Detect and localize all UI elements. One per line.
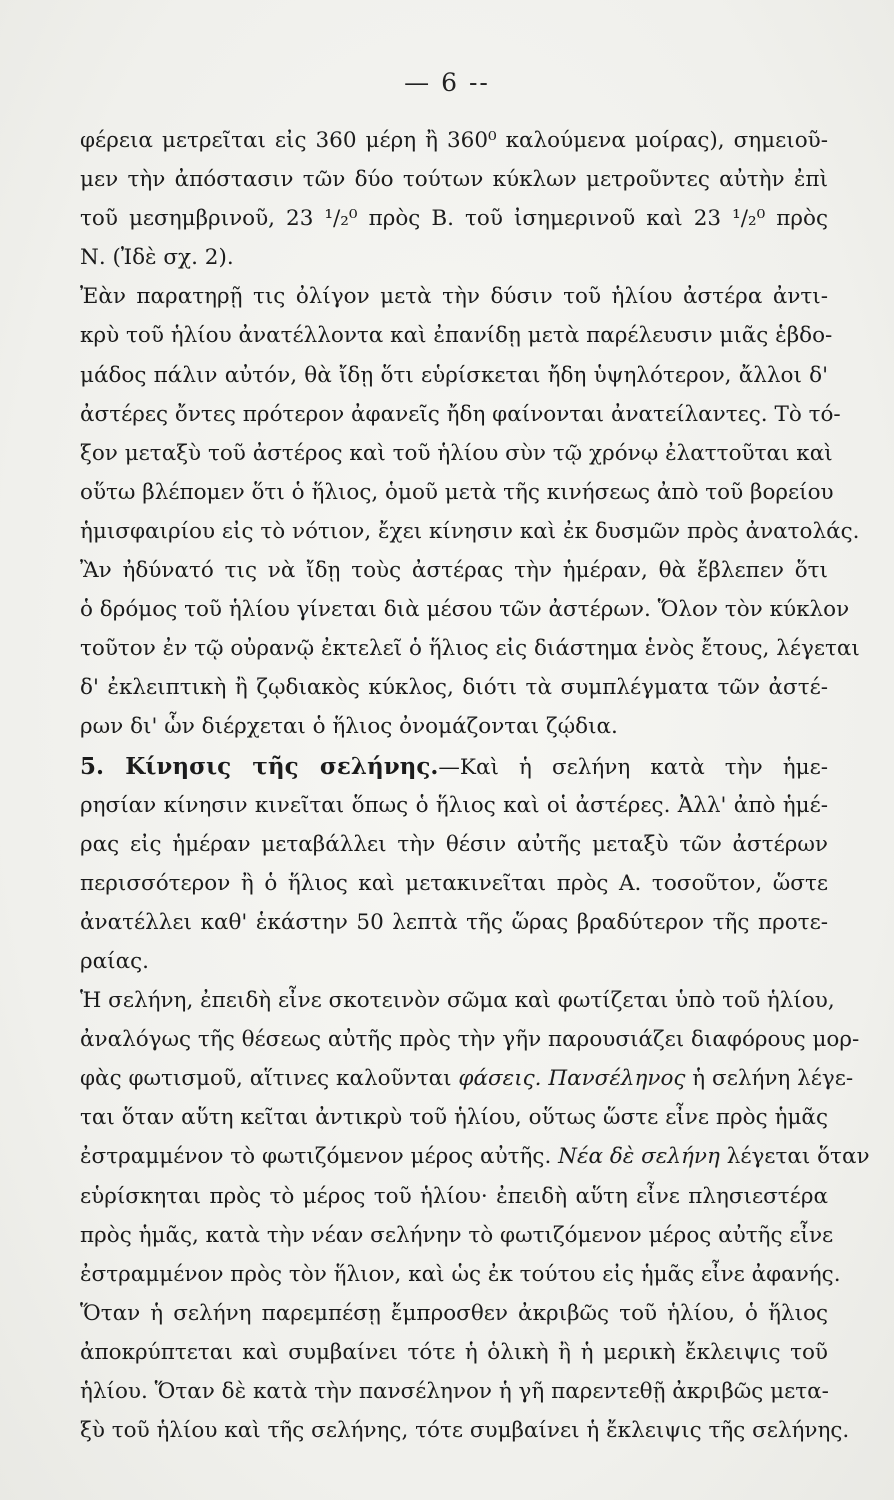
text-line <box>80 160 828 199</box>
line-text: Ὅταν ἡ σελήνη παρεμπέσῃ ἔμπροσθεν ἀκριβῶς τοῦ ἡλίου, ὁ ἥλιος <box>80 1300 828 1326</box>
section-heading: 5. Κίνησις τῆς σελήνης. <box>80 752 439 780</box>
line-text: φὰς φωτισμοῦ, αἵτινες καλοῦνται <box>80 1066 452 1092</box>
line-text: ραίας. <box>80 948 149 974</box>
text-line <box>80 277 828 316</box>
text-line <box>80 1177 828 1216</box>
line-text: ἀνατέλλει καθ' ἑκάστην 50 λεπτὰ τῆς ὥρας βραδύτερον τῆς προτε- <box>80 909 828 935</box>
line-text: τοῦ μεσημβρινοῦ, 23 ¹/₂⁰ πρὸς Β. τοῦ ἰσημερινοῦ καὶ 23 ¹/₂⁰ πρὸς <box>80 206 828 232</box>
line-text: ἐστραμμένον πρὸς τὸν ἥλιον, καὶ ὡς ἐκ τούτου εἰς ἡμᾶς εἶνε ἀφανής. <box>80 1261 841 1287</box>
text-line <box>80 1411 850 1450</box>
text-line <box>80 864 828 903</box>
text-line <box>80 551 828 590</box>
italic-term: φάσεις. <box>458 1066 542 1092</box>
text-line <box>80 121 828 160</box>
line-text: πρὸς ἡμᾶς, κατὰ τὴν νέαν σελήνην τὸ φωτιζόμενον μέρος αὐτῆς εἶνε <box>80 1222 834 1248</box>
line-text: ξον μεταξὺ τοῦ ἀστέρος καὶ τοῦ ἡλίου σὺν τῷ χρόνῳ ἐλαττοῦται καὶ <box>80 440 833 466</box>
line-text: μάδος πάλιν αὐτόν, θὰ ἴδῃ ὅτι εὑρίσκεται ἤδη ὑψηλότερον, ἄλλοι δ' <box>80 362 828 388</box>
body-text <box>80 121 870 1450</box>
line-text: ρων δι' ὧν διέρχεται ὁ ἥλιος ὀνομάζονται ζῴδια. <box>80 714 618 740</box>
text-line <box>80 1059 854 1098</box>
text-line <box>80 981 835 1020</box>
line-text: ἀστέρες ὄντες πρότερον ἀφανεῖς ἤδη φαίνονται ἀνατείλαντες. Τὸ τό- <box>80 401 841 427</box>
line-text: ἀναλόγως τῆς θέσεως αὐτῆς πρὸς τὴν γῆν παρουσιάζει διαφόρους μορ- <box>80 1027 860 1053</box>
text-line <box>80 903 828 942</box>
line-text: Ἂν ἠδύνατό τις νὰ ἴδῃ τοὺς ἀστέρας τὴν ἡμέραν, θὰ ἔβλεπεν ὅτι <box>80 558 828 584</box>
text-line <box>80 316 833 355</box>
line-text: ται ὅταν αὕτη κεῖται ἀντικρὺ τοῦ ἡλίου, οὕτως ὥστε εἶνε πρὸς ἡμᾶς <box>80 1105 828 1131</box>
text-line <box>80 825 828 864</box>
line-text: φέρεια μετρεῖται εἰς 360 μέρη ἢ 360⁰ καλούμενα μοίρας), σημειοῦ- <box>80 128 828 153</box>
text-line <box>80 434 833 473</box>
text-line <box>80 786 828 825</box>
line-text: ξὺ τοῦ ἡλίου καὶ τῆς σελήνης, τότε συμβαίνει ἡ ἔκλειψις τῆς σελήνης. <box>80 1418 850 1444</box>
text-line <box>80 668 828 707</box>
text-line <box>80 590 850 629</box>
text-line <box>80 1255 841 1294</box>
text-line <box>80 473 834 512</box>
line-text: ρας εἰς ἡμέραν μεταβάλλει τὴν θέσιν αὐτῆς μεταξὺ τῶν ἀστέρων <box>80 831 828 857</box>
text-line <box>80 395 841 434</box>
line-text: ἀποκρύπτεται καὶ συμβαίνει τότε ἡ ὁλικὴ ἢ ἡ μερικὴ ἔκλειψις τοῦ <box>80 1339 828 1365</box>
text-line <box>80 1098 828 1137</box>
line-text: Ἡ σελήνη, ἐπειδὴ εἶνε σκοτεινὸν σῶμα καὶ φωτίζεται ὑπὸ τοῦ ἡλίου, <box>80 988 835 1014</box>
text-line <box>80 942 828 981</box>
text-line <box>80 1137 870 1176</box>
text-line <box>80 199 828 238</box>
text-line <box>80 629 860 668</box>
line-text: δ' ἐκλειπτικὴ ἢ ζῳδιακὸς κύκλος, διότι τὰ συμπλέγματα τῶν ἀστέ- <box>80 675 828 701</box>
text-line <box>80 1372 828 1411</box>
line-text: ρησίαν κίνησιν κινεῖται ὅπως ὁ ἥλιος καὶ οἱ ἀστέρες. Ἀλλ' ἀπὸ ἡμέ- <box>80 792 828 818</box>
line-text: μεν τὴν ἀπόστασιν τῶν δύο τούτων κύκλων μετροῦντες αὐτὴν ἐπὶ <box>80 167 828 193</box>
line-text: Ἐὰν παρατηρῇ τις ὀλίγον μετὰ τὴν δύσιν τοῦ ἡλίου ἀστέρα ἀντι- <box>80 284 828 310</box>
text-line <box>80 356 828 395</box>
line-text: ἡλίου. Ὅταν δὲ κατὰ τὴν πανσέληνον ἡ γῆ παρεντεθῇ ἀκριβῶς μετα- <box>80 1379 829 1404</box>
line-text: οὕτω βλέπομεν ὅτι ὁ ἥλιος, ὁμοῦ μετὰ τῆς κινήσεως ἀπὸ τοῦ βορείου <box>80 479 834 505</box>
text-line <box>80 707 828 746</box>
line-tail: Πανσέληνος ἡ σελήνη λέγε- <box>548 1066 854 1092</box>
line-text: εὑρίσκηται πρὸς τὸ μέρος τοῦ ἡλίου· ἐπειδὴ αὕτη εἶνε πλησιεστέρα <box>80 1183 828 1209</box>
line-text: κρὺ τοῦ ἡλίου ἀνατέλλοντα καὶ ἐπανίδῃ μετὰ παρέλευσιν μιᾶς ἑβδο- <box>80 323 833 349</box>
line-text: Ν. (Ἰδὲ σχ. 2). <box>80 245 234 271</box>
page-number: — 6 -- <box>404 68 490 97</box>
text-line <box>80 747 828 786</box>
text-line <box>80 1020 860 1059</box>
line-tail: λέγεται ὅταν <box>726 1144 870 1170</box>
line-text: περισσότερον ἢ ὁ ἥλιος καὶ μετακινεῖται πρὸς Α. τοσοῦτον, ὥστε <box>80 870 828 896</box>
line-text: —Καὶ ἡ σελήνη κατὰ τὴν ἡμε- <box>438 754 828 780</box>
line-text: ὁ δρόμος τοῦ ἡλίου γίνεται διὰ μέσου τῶν ἀστέρων. Ὅλον τὸν κύκλον <box>80 597 850 623</box>
text-line <box>80 512 860 551</box>
text-line <box>80 1333 828 1372</box>
italic-term: Νέα δὲ σελήνη <box>558 1144 720 1170</box>
line-text: τοῦτον ἐν τῷ οὐρανῷ ἐκτελεῖ ὁ ἥλιος εἰς διάστημα ἑνὸς ἔτους, λέγεται <box>80 636 860 662</box>
line-text: ἡμισφαιρίου εἰς τὸ νότιον, ἔχει κίνησιν καὶ ἐκ δυσμῶν πρὸς ἀνατολάς. <box>80 518 860 544</box>
text-line <box>80 238 828 277</box>
text-line <box>80 1294 828 1333</box>
line-text: ἐστραμμένον τὸ φωτιζόμενον μέρος αὐτῆς. <box>80 1144 552 1170</box>
text-line <box>80 1216 834 1255</box>
